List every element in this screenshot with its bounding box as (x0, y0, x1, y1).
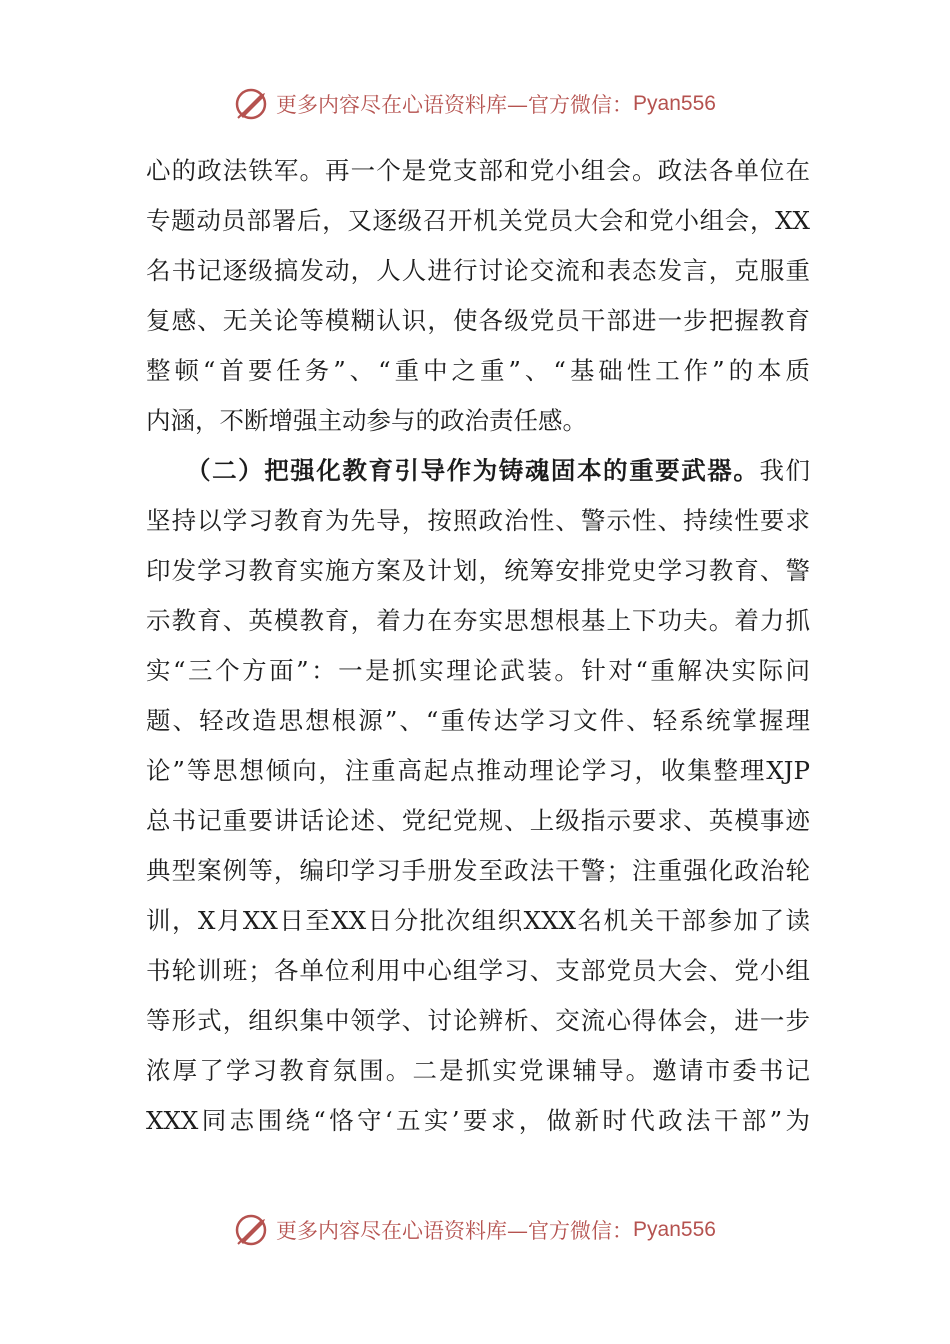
body-line: 整顿“首要任务”、“重中之重”、“基础性工作”的本质 (146, 356, 810, 385)
body-line: 等形式，组织集中领学、讨论辨析、交流心得体会，进一步 (146, 1006, 810, 1035)
pen-logo-icon (234, 1213, 272, 1247)
body-line: 内涵，不断增强主动参与的政治责任感。 (146, 406, 587, 435)
body-line: 训，X月XX日至XX日分批次组织XXX名机关干部参加了读 (146, 906, 810, 935)
document-body (146, 146, 810, 1146)
footer-banner-text: 更多内容尽在心语资料库—官方微信： (276, 1219, 634, 1243)
footer-banner (0, 1210, 950, 1250)
section-heading-line (146, 446, 810, 496)
body-line: 示教育、英模教育，着力在夯实思想根基上下功夫。着力抓 (146, 606, 810, 635)
body-line: 典型案例等，编印学习手册发至政法干警；注重强化政治轮 (146, 856, 810, 885)
body-line: XXX同志围绕“恪守‘五实’要求，做新时代政法干部”为 (146, 1106, 810, 1135)
header-banner-text: 更多内容尽在心语资料库—官方微信： (276, 93, 634, 117)
section-heading-tail: 我们 (759, 456, 811, 485)
section-heading: （二）把强化教育引导作为铸魂固本的重要武器。 (186, 456, 760, 485)
body-line: 实“三个方面”：一是抓实理论武装。针对“重解决实际问 (146, 656, 810, 685)
body-line: 心的政法铁军。再一个是党支部和党小组会。政法各单位在 (146, 156, 810, 185)
pen-logo-icon (234, 87, 272, 121)
footer-banner-wechat-id: Pyan556 (633, 1218, 716, 1241)
body-line: 专题动员部署后，又逐级召开机关党员大会和党小组会，XX (146, 206, 810, 235)
body-line: 题、轻改造思想根源”、“重传达学习文件、轻系统掌握理 (146, 706, 810, 735)
body-line: 论”等思想倾向，注重高起点推动理论学习，收集整理XJP (146, 756, 810, 785)
body-line: 浓厚了学习教育氛围。二是抓实党课辅导。邀请市委书记 (146, 1056, 810, 1085)
header-banner (0, 84, 950, 124)
body-line: 名书记逐级搞发动，人人进行讨论交流和表态发言，克服重 (146, 256, 810, 285)
header-banner-wechat-id: Pyan556 (633, 92, 716, 115)
body-line: 坚持以学习教育为先导，按照政治性、警示性、持续性要求 (146, 506, 810, 535)
body-line: 书轮训班；各单位利用中心组学习、支部党员大会、党小组 (146, 956, 810, 985)
body-line: 复感、无关论等模糊认识，使各级党员干部进一步把握教育 (146, 306, 810, 335)
body-line: 印发学习教育实施方案及计划，统筹安排党史学习教育、警 (146, 556, 810, 585)
body-line: 总书记重要讲话论述、党纪党规、上级指示要求、英模事迹 (146, 806, 810, 835)
